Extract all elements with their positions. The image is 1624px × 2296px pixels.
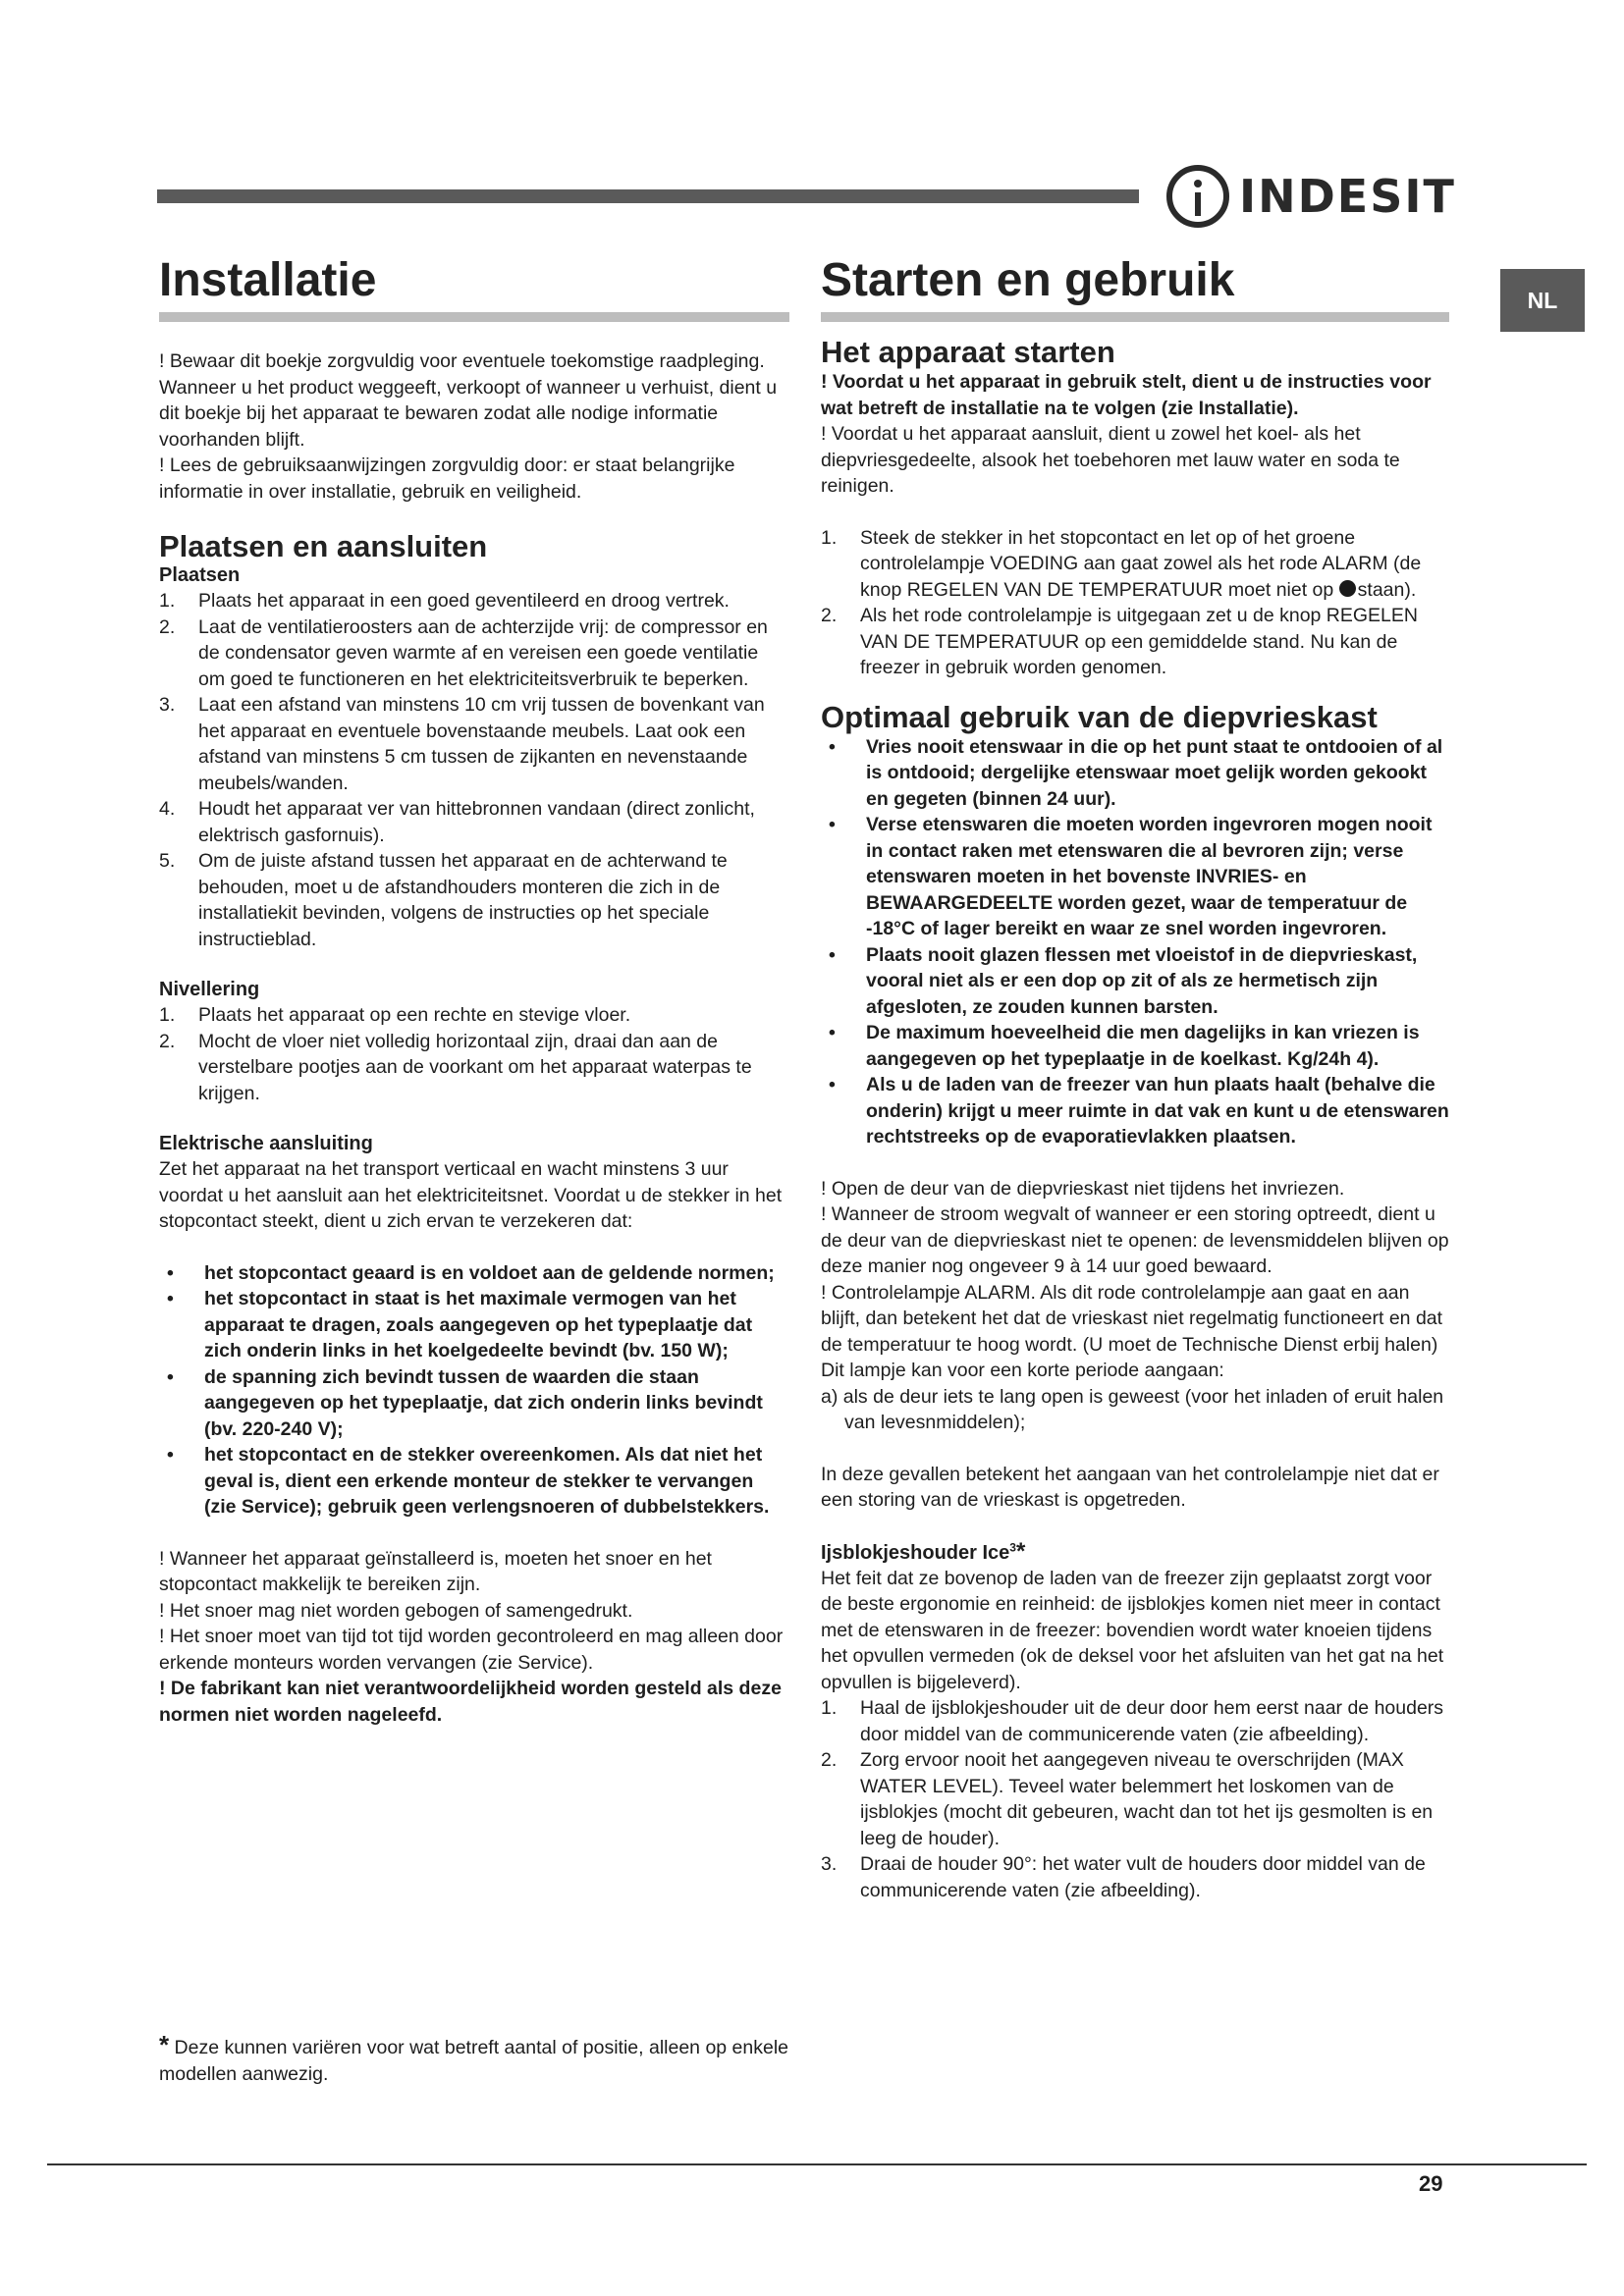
start-heading: Het apparaat starten [821,335,1115,369]
page-number: 29 [1419,2171,1443,2196]
start-use-title: Starten en gebruik [821,257,1449,322]
installation-title: Installatie [159,257,789,322]
list-item: 2. Als het rode controlelampje is uitgegaan zet u de knop REGELEN VAN DE TEMPERATUUR op een gemiddelde stand. Nu kan de freezer in gebruik worden genomen. [821,605,1418,678]
leveling-heading: Nivellering [159,979,260,1000]
warning-text: ! Het snoer mag niet worden gebogen of samengedrukt. [159,1599,633,1622]
start-paragraph: ! Voordat u het apparaat aansluit, dient u zowel het koel- als het diepvriesgedeelte, alsook het toebehoren met lauw water en soda te reinigen. [821,423,1400,497]
placing-subheading: Plaatsen [159,564,241,586]
header-bar [157,189,1139,203]
list-item: 1. Plaats het apparaat op een rechte en stevige vloer. [159,1004,631,1026]
ice-heading: Ijsblokjeshouder Ice$^3$* [821,1537,1026,1565]
electric-intro: Zet het apparaat na het transport verticaal en wacht minstens 3 uur voordat u het aansluit aan het elektriciteitsnet. Voordat u de stekker in het stopcontact steekt, dient u zich ervan te verzekeren dat: [159,1158,783,1232]
list-item: • Verse etenswaren die moeten worden ingevroren mogen nooit in contact raken met etenswaren die al bevroren zijn; verse etenswaren moeten in het bovenste INVRIES- en BEWAARGEDEELTE worden gezet, waar de temperatuur de -18°C of lager bereikt en waar ze snel worden ingevroren. [829,814,1433,939]
footnote-text: Deze kunnen variëren voor wat betreft aantal of positie, alleen op enkele modellen aanwezig. [159,2037,789,2085]
indesit-i-icon [1166,165,1229,228]
leveling-list [159,1002,789,1106]
intro-paragraph: ! Bewaar dit boekje zorgvuldig voor eventuele toekomstige raadpleging. Wanneer u het product weggeeft, verkoopt of wanneer u verhuist, dient u dit boekje bij het apparaat te bewaren zodat alle nodige informatie voorhanden blijft. [159,350,778,451]
manufacturer-disclaimer: ! De fabrikant kan niet verantwoordelijkheid worden gesteld als deze normen niet worden nageleefd. [159,1678,782,1726]
list-item: 2. Laat de ventilatieroosters aan de achterzijde vrij: de compressor en de condensator geven warmte af en vereisen een goede ventilatie om goed te functioneren en het elektriciteitsverbruik te beperken. [159,615,768,690]
case-a: a) als de deur iets te lang open is geweest (voor het inladen of eruit halen van levesnmiddelen); [821,1385,1444,1433]
electric-heading: Elektrische aansluiting [159,1133,373,1154]
intro-paragraph: ! Lees de gebruiksaanwijzingen zorgvuldig door: er staat belangrijke informatie in over installatie, gebruik en veiligheid. [159,454,735,503]
brand-logo [1166,157,1456,236]
list-item: 2. Zorg ervoor nooit het aangegeven niveau te overschrijden (MAX WATER LEVEL). Teveel water belemmert het loskomen van de ijsblokjes (mocht dit gebeuren, wacht dan tot het ijs gesmolten is en leeg de houder). [821,1749,1434,1849]
list-item: 2. Mocht de vloer niet volledig horizontaal zijn, draai dan aan de verstelbare pootjes aan de voorkant om het apparaat waterpas te krijgen. [159,1030,752,1104]
list-item: • het stopcontact in staat is het maximale vermogen van het apparaat te dragen, zoals aangegeven op het typeplaatje dat zich onderin links in het koelgedeelte bevindt (bv. 150 W); [167,1288,753,1362]
note-text: Dit lampje kan voor een korte periode aangaan: [821,1360,1224,1381]
list-item: • het stopcontact en de stekker overeenkomen. Als dat niet het geval is, dient een erkende monteur de stekker te vervangen (zie Service); gebruik geen verlengsnoeren of dubbelstekkers. [167,1444,770,1518]
optimal-bullets [821,734,1449,1150]
list-item: • Vries nooit etenswaar in die op het punt staat te ontdooien of al is ontdooid; dergelijke etenswaar moet gelijk worden gekookt en gegeten (binnen 24 uur). [829,735,1443,810]
list-item: • Als u de laden van de freezer van hun plaats haalt (behalve die onderin) krijgt u meer ruimte in dat vak en kunt u de etenswaren rechtstreeks op de evaporatievlakken plaatsen. [829,1074,1449,1148]
black-dot-icon [1339,580,1356,597]
warning-text: ! Het snoer moet van tijd tot tijd worden gecontroleerd en mag alleen door erkende monteurs worden vervangen (zie Service). [159,1626,784,1674]
language-tab: NL [1500,269,1585,332]
brand-name: INDESIT [1239,170,1456,223]
ice-paragraph: Het feit dat ze bovenop de laden van de freezer zijn geplaatst zorgt voor de beste ergonomie en reinheid: de ijsblokjes komen niet meer in contact met de etenswaren in de freezer: bovendien wordt water knoeien tijdens het opvullen vermeden (ok de deksel voor het afsluiten van het gat na het opvullen is bijgeleverd). [821,1567,1444,1693]
start-list [821,525,1449,681]
footnote-mark: * [159,2030,170,2059]
list-item: 1. Steek de stekker in het stopcontact en let op of het groene controlelampje VOEDING aan gaat zowel als het rode ALARM (de knop REGELEN VAN DE TEMPERATUUR moet niet op staan). [821,526,1422,601]
list-item: 5. Om de juiste afstand tussen het apparaat en de achterwand te behouden, moet u de afstandhouders monteren die zich in de installatiekit bevinden, volgens de instructies op het speciale instructieblad. [159,850,728,950]
list-item: 1. Plaats het apparaat in een goed geventileerd en droog vertrek. [159,590,730,612]
electric-bullets [159,1260,789,1521]
footnote [159,2030,789,2087]
start-bold-note: ! Voordat u het apparaat in gebruik stelt, dient u de instructies voor wat betreft de installatie na te volgen (zie Installatie). [821,371,1432,419]
warning-text: ! Wanneer het apparaat geïnstalleerd is, moeten het snoer en het stopcontact makkelijk te bereiken zijn. [159,1547,712,1595]
list-item: • de spanning zich bevindt tussen de waarden die staan aangegeven op het typeplaatje, dat zich onderin links bevindt (bv. 220-240 V); [167,1365,763,1440]
optimal-use-heading: Optimaal gebruik van de diepvrieskast [821,699,1378,734]
placing-list [159,588,789,952]
list-item: 4. Houdt het apparaat ver van hittebronnen vandaan (direct zonlicht, elektrisch gasfornuis). [159,798,755,846]
placing-heading: Plaatsen en aansluiten [159,529,488,563]
list-item: 3. Draai de houder 90°: het water vult de houders door middel van de communicerende vaten (zie afbeelding). [821,1853,1426,1901]
list-item: 3. Laat een afstand van minstens 10 cm vrij tussen de bovenkant van het apparaat en eventuele bovenstaande meubels. Laat ook een afstand van minstens 5 cm tussen de zijkanten en nevenstaande meubels/wanden. [159,694,765,794]
list-item: 1. Haal de ijsblokjeshouder uit de deur door hem eerst naar de houders door middel van de communicerende vaten (zie afbeelding). [821,1697,1444,1745]
right-column [821,254,1449,1903]
footer-rule [47,2163,1587,2165]
list-item: • De maximum hoeveelheid die men dagelijks in kan vriezen is aangegeven op het typeplaatje in de koelkast. Kg/24h 4). [829,1022,1420,1070]
left-column [159,254,789,1728]
note-text: ! Wanneer de stroom wegvalt of wanneer er een storing optreedt, dient u de deur van de diepvrieskast niet te openen: de levensmiddelen blijven op deze manier nog ongeveer 9 à 14 uur goed bewaard. [821,1203,1449,1277]
conclusion-text: In deze gevallen betekent het aangaan van het controlelampje niet dat er een storing van de vrieskast is opgetreden. [821,1463,1439,1511]
ice-list [821,1695,1449,1903]
list-item: • het stopcontact geaard is en voldoet aan de geldende normen; [167,1261,775,1284]
note-text: ! Open de deur van de diepvrieskast niet tijdens het invriezen. [821,1177,1345,1200]
note-text: ! Controlelampje ALARM. Als dit rode controlelampje aan gaat en aan blijft, dan betekent het dat de vrieskast niet regelmatig functioneert en dat de temperatuur te hoog wordt. (U moet de Technische Dienst erbij halen) [821,1281,1443,1356]
list-item: • Plaats nooit glazen flessen met vloeistof in de diepvrieskast, vooral niet als er een dop op zit of als ze hermetisch zijn afgesloten, ze zouden kunnen barsten. [829,943,1418,1018]
